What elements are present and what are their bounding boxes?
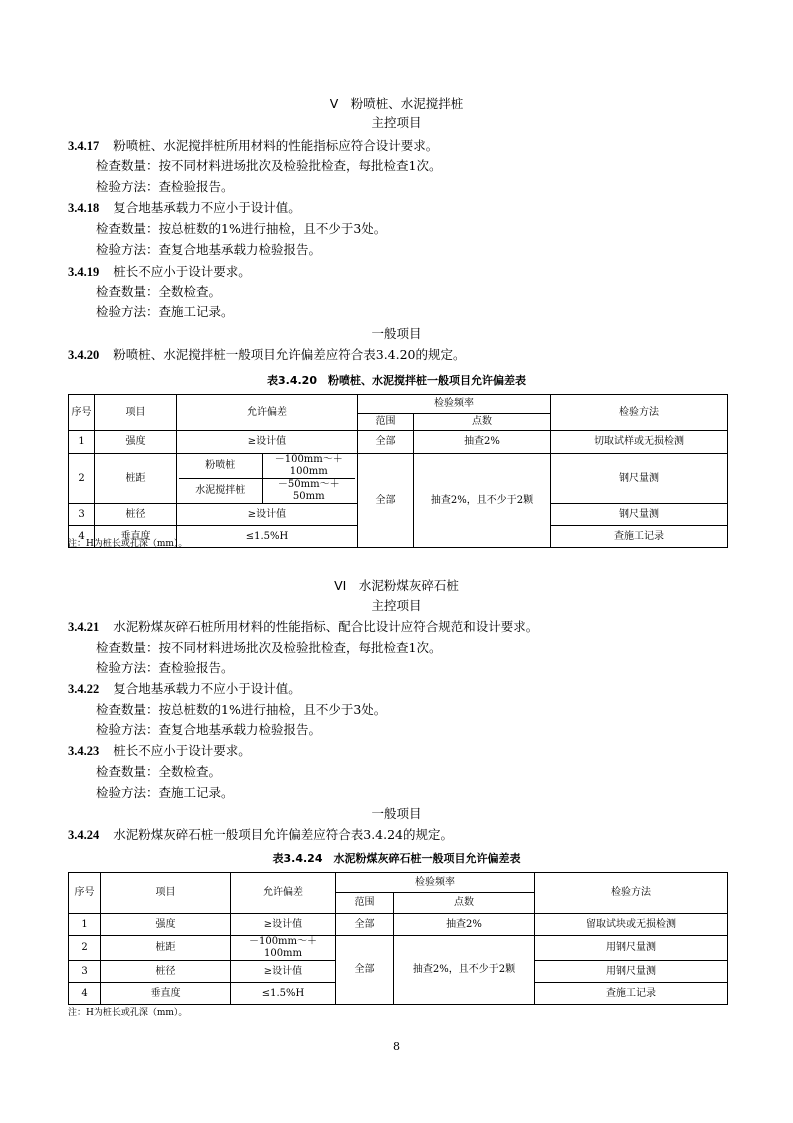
header-no: 序号 (69, 873, 101, 914)
clause (68, 345, 466, 363)
header-frequency: 检验频率 (358, 395, 551, 414)
cell-tolerance: ≥设计值 (177, 504, 358, 526)
table-note: 注：H为桩长或孔深（mm）。 (68, 1008, 188, 1018)
cell-method: 切取试样或无损检测 (551, 431, 728, 454)
cell-method: 留取试块或无损检测 (535, 914, 728, 936)
table-row (69, 431, 728, 454)
clause-text: 粉喷桩、水泥搅拌桩所用材料的性能指标应符合设计要求。 (113, 138, 439, 153)
cell-points: 抽查2%，且不少于2颗 (394, 936, 535, 1005)
cell-no: 3 (69, 961, 101, 983)
check-quantity: 检查数量：按总桩数的1%进行抽检，且不少于3处。 (96, 702, 387, 717)
clause (68, 262, 251, 280)
cell-item: 垂直度 (95, 526, 177, 548)
check-method: 检验方法：查复合地基承载力检验报告。 (96, 722, 322, 737)
cell-range: 全部 (336, 936, 394, 1005)
header-method: 检验方法 (551, 395, 728, 431)
cell-points: 抽查2% (414, 431, 551, 454)
clause-number: 3.4.19 (68, 265, 100, 279)
header-points: 点数 (414, 414, 551, 431)
cell-no: 1 (69, 914, 101, 936)
cell-tolerance: ≥设计值 (231, 914, 336, 936)
cell-item: 强度 (95, 431, 177, 454)
table-caption: 表3.4.20 粉喷桩、水泥搅拌桩一般项目允许偏差表 (267, 374, 526, 387)
header-no: 序号 (69, 395, 95, 431)
clause-number: 3.4.20 (68, 348, 100, 362)
general-items-heading: 一般项目 (371, 326, 422, 341)
cell-method: 用钢尺量测 (535, 961, 728, 983)
cell-no: 1 (69, 431, 95, 454)
table-note: 注：H为桩长或孔深（mm）。 (68, 539, 188, 549)
cell-method: 钢尺量测 (551, 454, 728, 504)
table-row (69, 454, 728, 504)
clause (68, 679, 301, 697)
header-tolerance: 允许偏差 (177, 395, 358, 431)
sub-item-name: 粉喷桩 (179, 454, 262, 479)
cell-item: 垂直度 (101, 983, 231, 1005)
main-items-heading: 主控项目 (371, 115, 422, 130)
header-item: 项目 (101, 873, 231, 914)
clause (68, 198, 301, 216)
check-quantity: 检查数量：按总桩数的1%进行抽检，且不少于3处。 (96, 221, 387, 236)
clause-number: 3.4.18 (68, 201, 100, 215)
cell-tolerance: －100mm～＋100mm (231, 936, 336, 961)
sub-item-name: 水泥搅拌桩 (179, 479, 262, 504)
cell-tolerance: ≥设计值 (177, 431, 358, 454)
header-item: 项目 (95, 395, 177, 431)
cell-method: 查施工记录 (551, 526, 728, 548)
clause-number: 3.4.17 (68, 139, 100, 153)
cell-item: 强度 (101, 914, 231, 936)
clause-number: 3.4.21 (68, 620, 100, 634)
cell-no: 2 (69, 936, 101, 961)
clause (68, 617, 538, 635)
cell-tolerance: ≤1.5%H (177, 526, 358, 548)
cell-no: 4 (69, 983, 101, 1005)
cell-no: 2 (69, 454, 95, 504)
cell-range: 全部 (358, 431, 414, 454)
clause-text: 水泥粉煤灰碎石桩一般项目允许偏差应符合表3.4.24的规定。 (113, 827, 454, 842)
cell-no: 3 (69, 504, 95, 526)
cell-points: 抽查2%，且不少于2颗 (414, 454, 551, 548)
main-items-heading: 主控项目 (371, 598, 422, 613)
sub-item-value: －50mm～＋50mm (277, 479, 340, 502)
sub-item-value: －100mm～＋100mm (262, 454, 355, 479)
general-items-heading: 一般项目 (371, 806, 422, 821)
header-range: 范围 (336, 893, 394, 914)
clause-text: 复合地基承载力不应小于设计值。 (113, 681, 301, 696)
cell-points: 抽查2% (394, 914, 535, 936)
check-method: 检验方法：查复合地基承载力检验报告。 (96, 242, 322, 257)
page-number: 8 (393, 1040, 400, 1053)
header-frequency: 检验频率 (336, 873, 535, 893)
clause (68, 825, 453, 843)
table-row (69, 936, 728, 961)
cell-item: 桩径 (95, 504, 177, 526)
cell-method: 查施工记录 (535, 983, 728, 1005)
cell-no: 4 (69, 526, 95, 548)
cell-method: 钢尺量测 (551, 504, 728, 526)
clause (68, 136, 438, 154)
cell-method: 用钢尺量测 (535, 936, 728, 961)
header-points: 点数 (394, 893, 535, 914)
check-quantity: 检查数量：全数检查。 (96, 764, 222, 779)
section-title: VI 水泥粉煤灰碎石桩 (334, 578, 459, 593)
clause-text: 桩长不应小于设计要求。 (113, 743, 251, 758)
cell-item: 桩径 (101, 961, 231, 983)
header-range: 范围 (358, 414, 414, 431)
check-quantity: 检查数量：按不同材料进场批次及检验批检查，每批检查1次。 (96, 640, 442, 655)
clause-text: 复合地基承载力不应小于设计值。 (113, 200, 301, 215)
cell-range: 全部 (336, 914, 394, 936)
tolerance-table (68, 872, 728, 1005)
clause-number: 3.4.23 (68, 744, 100, 758)
clause-text: 桩长不应小于设计要求。 (113, 264, 251, 279)
check-method: 检验方法：查施工记录。 (96, 304, 234, 319)
cell-item: 桩距 (95, 454, 177, 504)
cell-range: 全部 (358, 454, 414, 548)
header-tolerance: 允许偏差 (231, 873, 336, 914)
table-row (69, 914, 728, 936)
check-quantity: 检查数量：按不同材料进场批次及检验批检查，每批检查1次。 (96, 158, 442, 173)
cell-item: 桩距 (101, 936, 231, 961)
cell-tolerance: ≤1.5%H (231, 983, 336, 1005)
clause-number: 3.4.22 (68, 682, 100, 696)
clause (68, 741, 251, 759)
clause-text: 粉喷桩、水泥搅拌桩一般项目允许偏差应符合表3.4.20的规定。 (113, 347, 466, 362)
cell-tolerance: ≥设计值 (231, 961, 336, 983)
check-method: 检验方法：查检验报告。 (96, 660, 234, 675)
table-caption: 表3.4.24 水泥粉煤灰碎石桩一般项目允许偏差表 (272, 852, 521, 865)
cell-tolerance (177, 454, 358, 504)
check-quantity: 检查数量：全数检查。 (96, 284, 222, 299)
check-method: 检验方法：查检验报告。 (96, 179, 234, 194)
section-title: V 粉喷桩、水泥搅拌桩 (329, 96, 464, 111)
tolerance-table (68, 394, 728, 548)
clause-number: 3.4.24 (68, 828, 100, 842)
check-method: 检验方法：查施工记录。 (96, 785, 234, 800)
header-method: 检验方法 (535, 873, 728, 914)
clause-text: 水泥粉煤灰碎石桩所用材料的性能指标、配合比设计应符合规范和设计要求。 (113, 619, 539, 634)
